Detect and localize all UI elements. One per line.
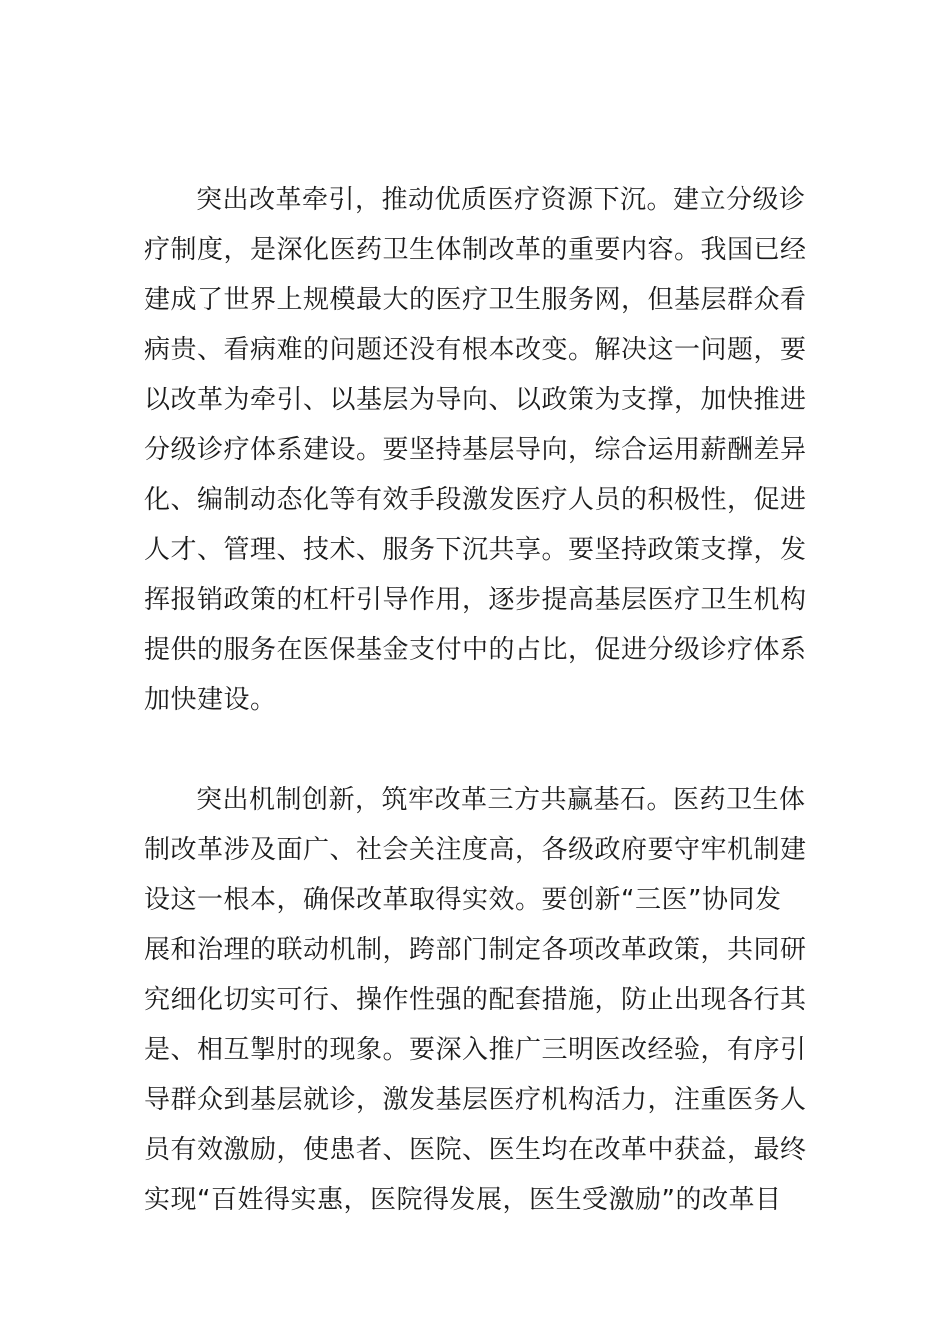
paragraph-line: 提供的服务在医保基金支付中的占比，促进分级诊疗体系 — [144, 635, 807, 665]
paragraph-line: 设这一根本，确保改革取得实效。要创新“三医”协同发 — [144, 885, 782, 915]
paragraph-line: 突出机制创新，筑牢改革三方共赢基石。医药卫生体 — [196, 785, 806, 815]
paragraph-line: 化、编制动态化等有效手段激发医疗人员的积极性，促进 — [144, 485, 807, 515]
paragraph-line: 加快建设。 — [144, 685, 277, 715]
paragraph-line: 建成了世界上规模最大的医疗卫生服务网，但基层群众看 — [144, 285, 807, 315]
paragraph-line: 制改革涉及面广、社会关注度高，各级政府要守牢机制建 — [144, 835, 807, 865]
paragraph-line: 挥报销政策的杠杆引导作用，逐步提高基层医疗卫生机构 — [144, 585, 807, 615]
paragraph-line: 展和治理的联动机制，跨部门制定各项改革政策，共同研 — [144, 935, 807, 965]
paragraph-line: 员有效激励，使患者、医院、医生均在改革中获益，最终 — [144, 1135, 807, 1165]
paragraph-line: 是、相互掣肘的现象。要深入推广三明医改经验，有序引 — [144, 1035, 807, 1065]
paragraph-line: 病贵、看病难的问题还没有根本改变。解决这一问题，要 — [144, 335, 807, 365]
paragraph-line: 以改革为牵引、以基层为导向、以政策为支撑，加快推进 — [144, 385, 807, 415]
paragraph-line: 实现“百姓得实惠，医院得发展，医生受激励”的改革目 — [144, 1185, 782, 1215]
paragraph-mechanism-innovation — [144, 775, 808, 1225]
paragraph-line: 究细化切实可行、操作性强的配套措施，防止出现各行其 — [144, 985, 807, 1015]
paragraph-line: 分级诊疗体系建设。要坚持基层导向，综合运用薪酬差异 — [144, 435, 807, 465]
paragraph-line: 突出改革牵引，推动优质医疗资源下沉。建立分级诊 — [196, 185, 806, 215]
paragraph-line: 导群众到基层就诊，激发基层医疗机构活力，注重医务人 — [144, 1085, 807, 1115]
paragraph-line: 人才、管理、技术、服务下沉共享。要坚持政策支撑，发 — [144, 535, 807, 565]
paragraph-reform-traction — [144, 175, 808, 725]
paragraph-line: 疗制度，是深化医药卫生体制改革的重要内容。我国已经 — [144, 235, 807, 265]
